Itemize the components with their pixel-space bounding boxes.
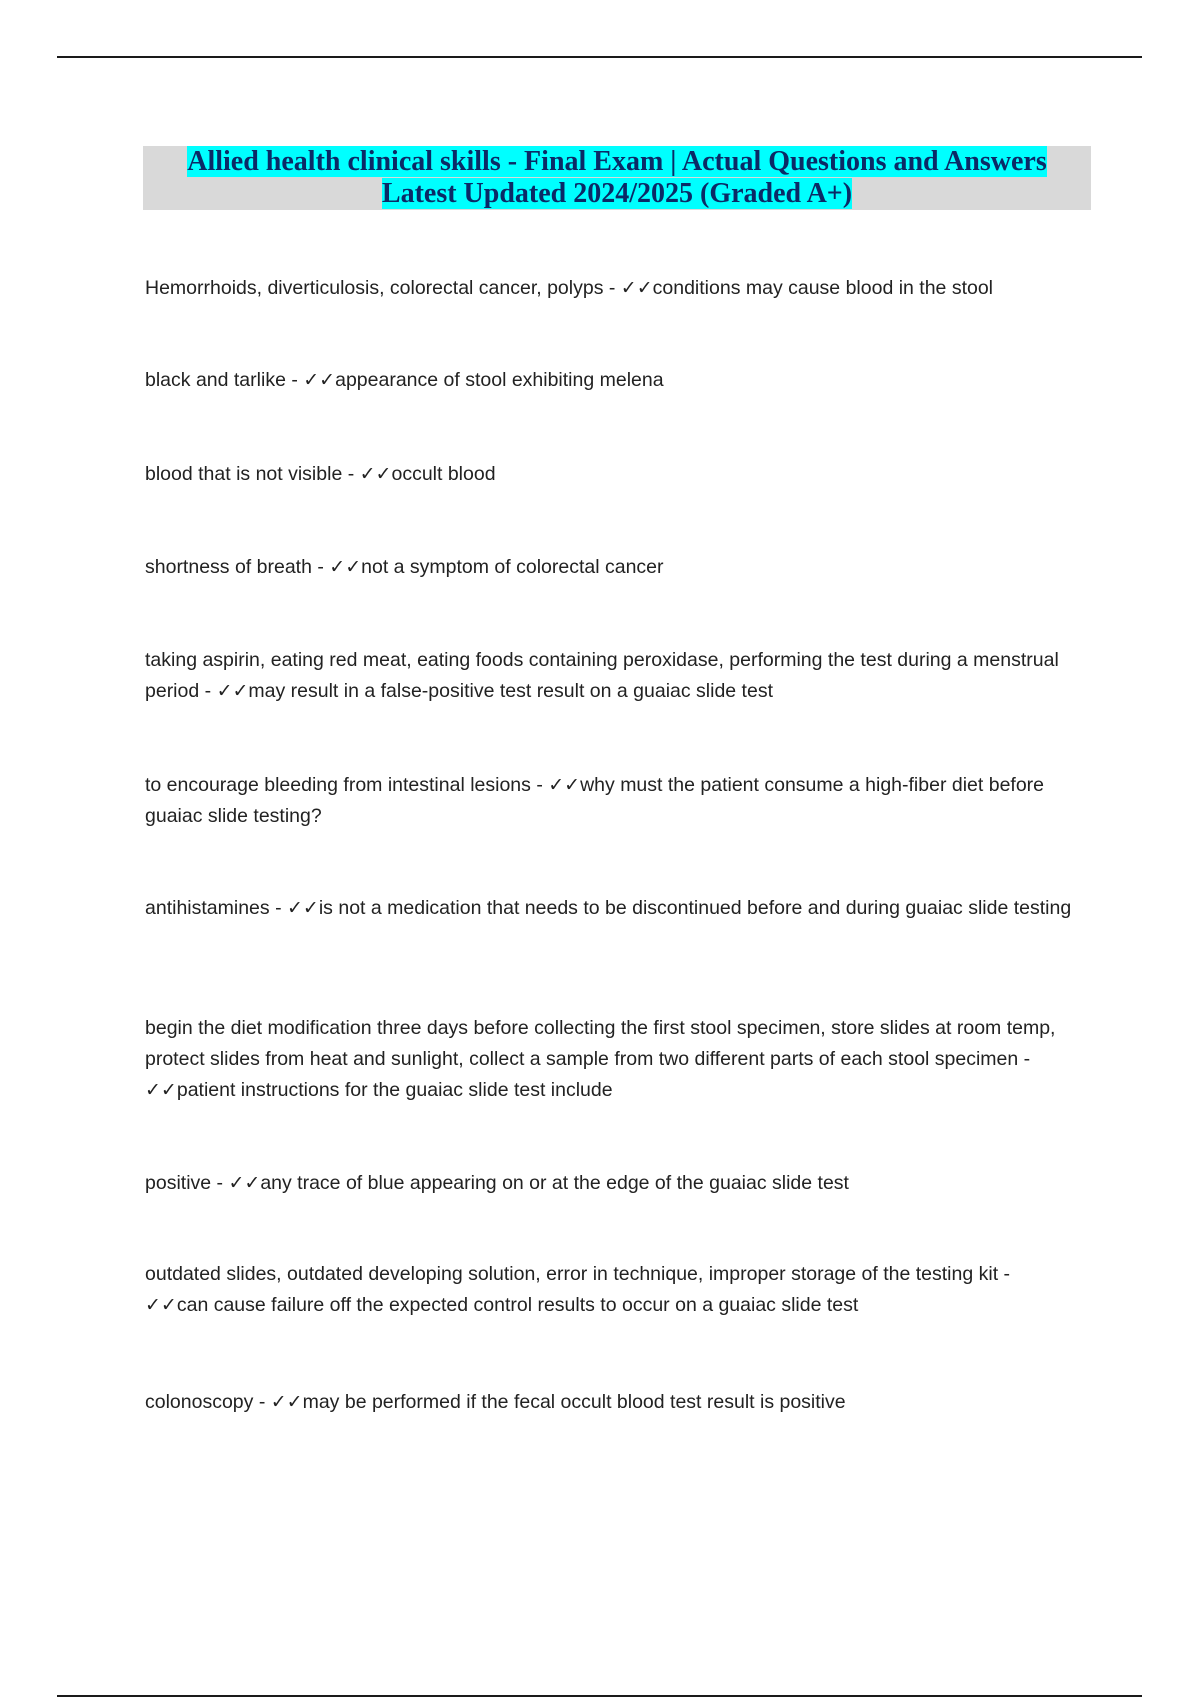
check-icon: ✓✓: [303, 369, 336, 391]
qa-item: antihistamines - ✓✓is not a medication that needs to be discontinued before and during guaiac slide testing: [145, 897, 1072, 919]
document-title: [143, 146, 1091, 210]
title-line-1: Allied health clinical skills - Final Exam | Actual Questions and Answers: [187, 146, 1047, 177]
check-icon: ✓✓: [548, 774, 581, 796]
check-icon: ✓✓: [620, 277, 653, 299]
check-icon: ✓✓: [228, 1172, 261, 1194]
qa-item: blood that is not visible - ✓✓occult blood: [145, 463, 496, 485]
check-icon: ✓✓: [359, 463, 392, 485]
check-icon: ✓✓: [287, 897, 319, 919]
qa-item: colonoscopy - ✓✓may be performed if the fecal occult blood test result is positive: [145, 1391, 846, 1413]
qa-item: begin the diet modification three days before collecting the first stool specimen, store slides at room temp, protect slides from heat and sunlight, collect a sample from two different parts of each stool specimen - ✓✓patient instructions for the guaiac slide test include: [145, 1017, 1056, 1101]
bottom-rule: [57, 1695, 1142, 1697]
qa-item: shortness of breath - ✓✓not a symptom of colorectal cancer: [145, 556, 664, 578]
check-icon: ✓✓: [329, 556, 362, 578]
qa-item: positive - ✓✓any trace of blue appearing on or at the edge of the guaiac slide test: [145, 1172, 849, 1194]
qa-item: outdated slides, outdated developing solution, error in technique, improper storage of the testing kit - ✓✓can cause failure off the expected control results to occur on a guaiac slide test: [145, 1263, 1011, 1316]
qa-item: to encourage bleeding from intestinal lesions - ✓✓why must the patient consume a high-fiber diet before guaiac slide testing?: [145, 774, 1045, 827]
check-icon: ✓✓: [145, 1294, 177, 1316]
check-icon: ✓✓: [270, 1391, 303, 1413]
check-icon: ✓✓: [145, 1079, 177, 1101]
qa-item: taking aspirin, eating red meat, eating foods containing peroxidase, performing the test during a menstrual period - ✓✓may result in a false-positive test result on a guaiac slide test: [145, 649, 1059, 702]
qa-item: Hemorrhoids, diverticulosis, colorectal cancer, polyps - ✓✓conditions may cause blood in the stool: [145, 277, 994, 299]
top-rule: [57, 56, 1142, 58]
check-icon: ✓✓: [216, 680, 249, 702]
qa-item: black and tarlike - ✓✓appearance of stool exhibiting melena: [145, 369, 664, 391]
title-line-2: Latest Updated 2024/2025 (Graded A+): [381, 178, 853, 209]
